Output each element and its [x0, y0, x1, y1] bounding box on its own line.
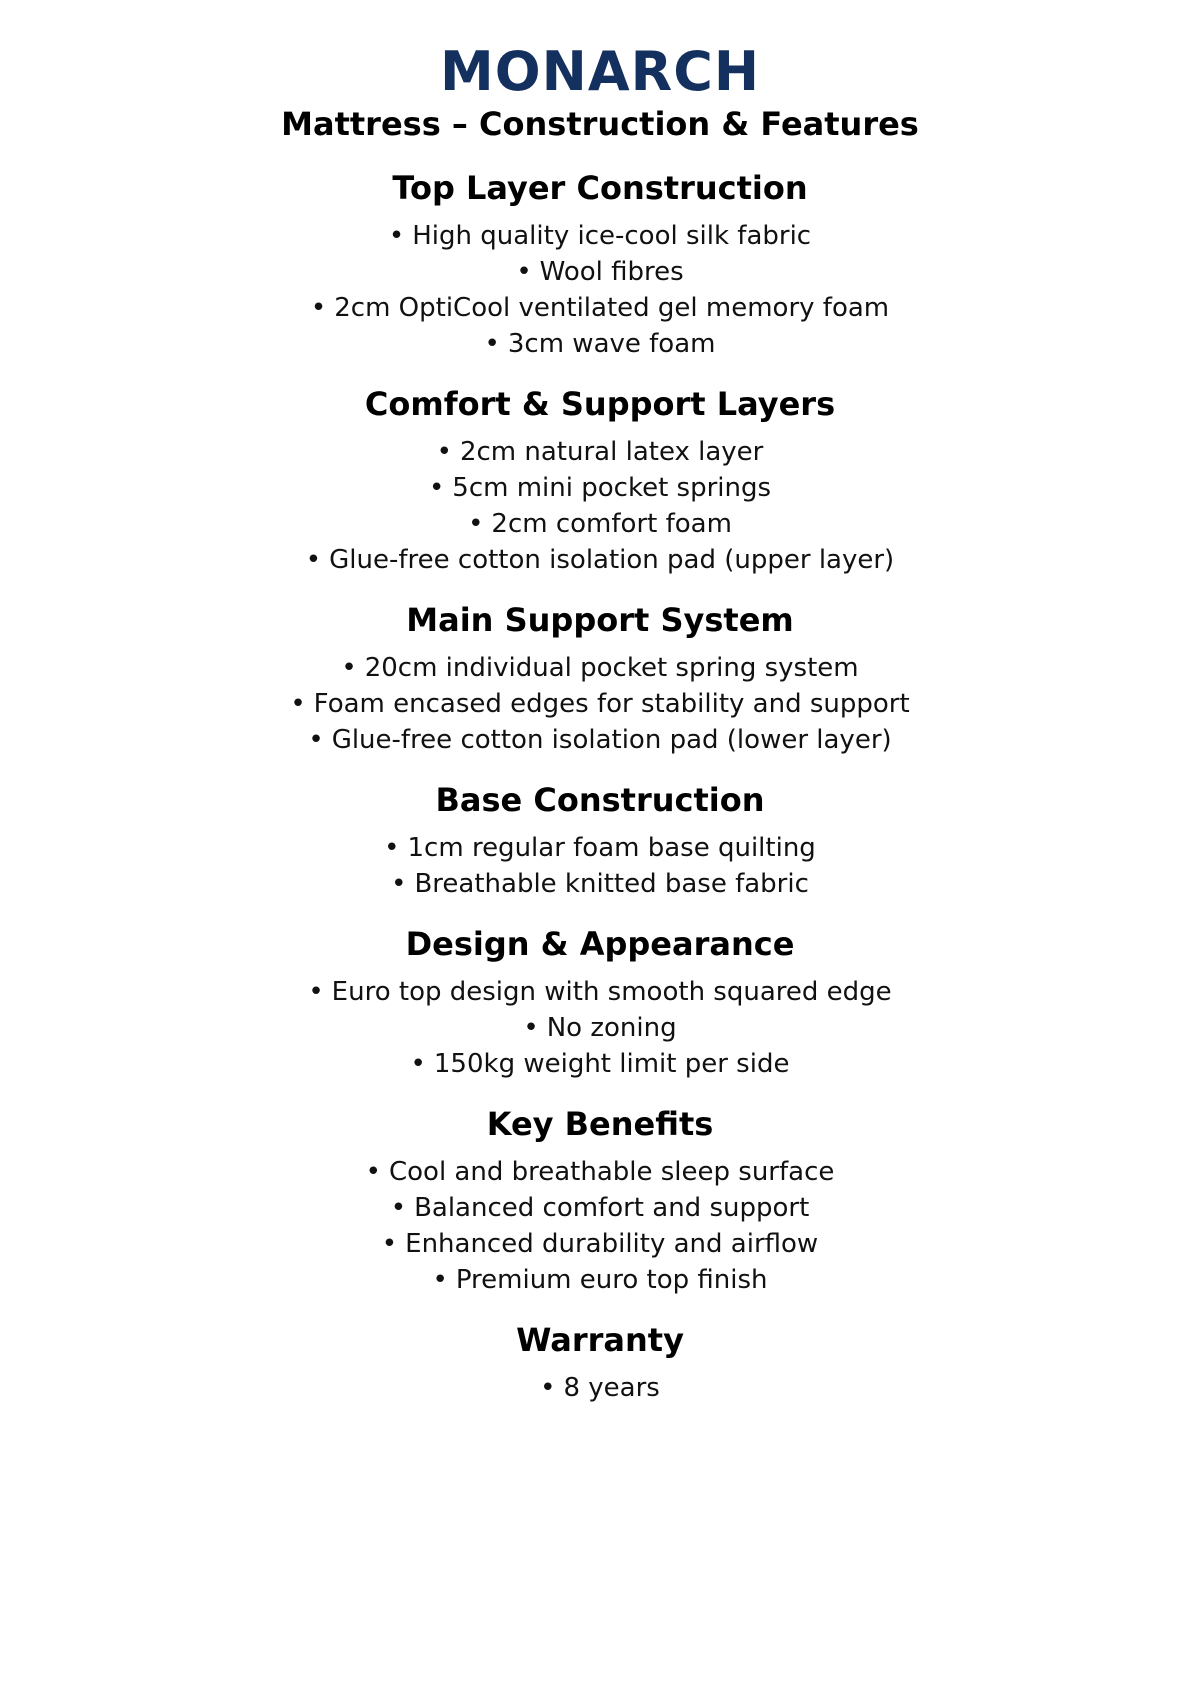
brand-title: MONARCH: [439, 40, 761, 103]
feature-list: [0, 650, 1200, 758]
list-item-text: Breathable knitted base fabric: [414, 869, 809, 899]
section-heading: Top Layer Construction: [392, 169, 808, 207]
feature-list: [0, 434, 1200, 578]
list-item-text: 2cm natural latex layer: [459, 437, 764, 467]
section-key-benefits: [0, 1102, 1200, 1298]
list-item: [0, 506, 1200, 542]
bullet-icon: •: [384, 833, 400, 863]
list-item-text: Foam encased edges for stability and support: [313, 689, 910, 719]
list-item: [0, 1154, 1200, 1190]
bullet-icon: •: [365, 1157, 381, 1187]
list-item-text: 150kg weight limit per side: [433, 1049, 790, 1079]
bullet-icon: •: [484, 329, 500, 359]
section-design-appearance: [0, 922, 1200, 1082]
list-item-text: High quality ice-cool silk fabric: [412, 221, 812, 251]
list-item-text: 20cm individual pocket spring system: [364, 653, 859, 683]
list-item: [0, 1370, 1200, 1406]
list-item: [0, 686, 1200, 722]
bullet-icon: •: [540, 1373, 556, 1403]
bullet-icon: •: [436, 437, 452, 467]
list-item: [0, 218, 1200, 254]
list-item: [0, 1010, 1200, 1046]
list-item: [0, 974, 1200, 1010]
list-item: [0, 650, 1200, 686]
document-subtitle: Mattress – Construction & Features: [281, 105, 919, 143]
list-item: [0, 542, 1200, 578]
list-item-text: No zoning: [546, 1013, 677, 1043]
list-item: [0, 326, 1200, 362]
list-item: [0, 1190, 1200, 1226]
bullet-icon: •: [308, 725, 324, 755]
bullet-icon: •: [428, 473, 445, 503]
section-heading: Key Benefits: [486, 1105, 714, 1143]
bullet-icon: •: [381, 1229, 398, 1259]
list-item: [0, 1226, 1200, 1262]
section-heading: Main Support System: [406, 601, 794, 639]
list-item-text: Premium euro top finish: [455, 1265, 768, 1295]
list-item: [0, 434, 1200, 470]
list-item: [0, 722, 1200, 758]
section-heading: Warranty: [516, 1321, 684, 1359]
list-item: [0, 1046, 1200, 1082]
list-item-text: 1cm regular foam base quilting: [407, 833, 816, 863]
bullet-icon: •: [390, 1193, 407, 1223]
list-item-text: Enhanced durability and airflow: [405, 1229, 819, 1259]
section-comfort-support: [0, 382, 1200, 578]
bullet-icon: •: [310, 293, 327, 323]
bullet-icon: •: [305, 545, 322, 575]
feature-list: [0, 218, 1200, 362]
list-item-text: 5cm mini pocket springs: [452, 473, 772, 503]
list-item: [0, 866, 1200, 902]
list-item-text: 8 years: [563, 1373, 660, 1403]
section-heading: Comfort & Support Layers: [364, 385, 836, 423]
feature-list: [0, 1154, 1200, 1298]
section-heading: Base Construction: [435, 781, 765, 819]
list-item: [0, 1262, 1200, 1298]
list-item-text: Cool and breathable sleep surface: [388, 1157, 835, 1187]
list-item-text: Glue-free cotton isolation pad (upper layer): [329, 545, 895, 575]
feature-list: [0, 830, 1200, 902]
bullet-icon: •: [432, 1265, 448, 1295]
list-item: [0, 290, 1200, 326]
list-item: [0, 254, 1200, 290]
bullet-icon: •: [523, 1013, 539, 1043]
feature-list: [0, 974, 1200, 1082]
list-item-text: 2cm comfort foam: [491, 509, 732, 539]
section-warranty: [0, 1318, 1200, 1406]
bullet-icon: •: [290, 689, 306, 719]
bullet-icon: •: [308, 977, 324, 1007]
section-main-support: [0, 598, 1200, 758]
list-item-text: Euro top design with smooth squared edge: [331, 977, 892, 1007]
list-item-text: 3cm wave foam: [507, 329, 716, 359]
section-base-construction: [0, 778, 1200, 902]
list-item-text: Wool fibres: [539, 257, 684, 287]
section-top-layer: [0, 166, 1200, 362]
bullet-icon: •: [391, 869, 407, 899]
bullet-icon: •: [410, 1049, 426, 1079]
section-heading: Design & Appearance: [405, 925, 795, 963]
feature-list: [0, 1370, 1200, 1406]
list-item-text: 2cm OptiCool ventilated gel memory foam: [334, 293, 890, 323]
bullet-icon: •: [341, 653, 357, 683]
list-item: [0, 830, 1200, 866]
bullet-icon: •: [516, 257, 532, 287]
list-item: [0, 470, 1200, 506]
list-item-text: Balanced comfort and support: [414, 1193, 810, 1223]
list-item-text: Glue-free cotton isolation pad (lower layer): [331, 725, 892, 755]
bullet-icon: •: [388, 221, 405, 251]
bullet-icon: •: [468, 509, 484, 539]
